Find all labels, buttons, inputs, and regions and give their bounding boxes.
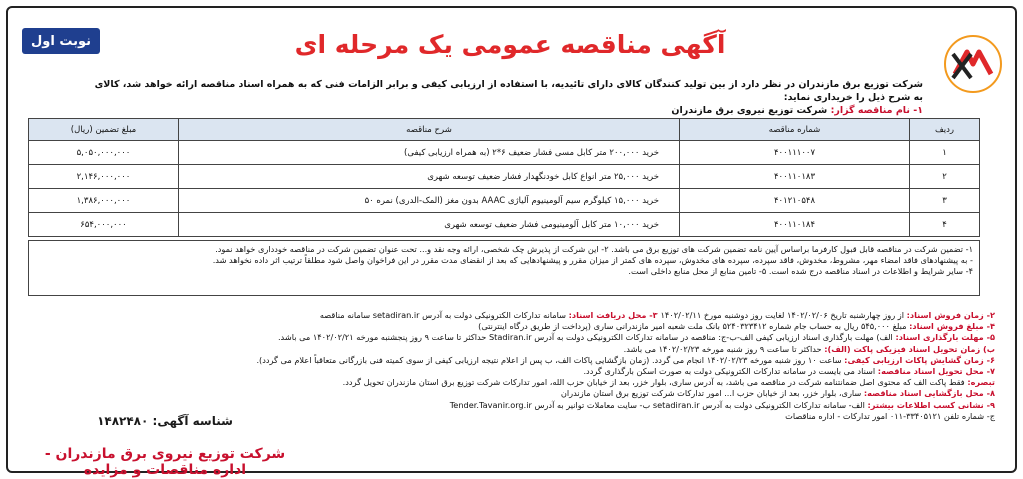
- organizer-label: ۱- نام مناقصه گزار:: [830, 105, 923, 116]
- cell-description: خرید ۲۵,۰۰۰ متر انواع کابل خودنگهدار فشار ضعیف توسعه شهری: [179, 165, 680, 189]
- detail-value: ساری، بلوار خزر، بعد از خیابان حزب ا... امور تدارکات شرکت توزیع برق استان مازندران: [560, 388, 862, 399]
- cell-row-number: ۴: [910, 213, 980, 237]
- detail-line: [165, 377, 995, 388]
- ad-identifier: شناسه آگهی: ۱۴۸۲۴۸۰: [97, 414, 233, 428]
- detail-value: ساعت ۱۰ روز شنبه مورخه ۱۴۰۲/۰۲/۲۳ انجام می گردد. (زمان بازگشایی پاکات الف، ب پس از اعلام نتیجه ارزیابی کیفی از سوی کمیته فنی بازرگانی متعاقباً اعلام می گردد).: [256, 354, 842, 365]
- cell-guarantee-amount: ۲,۱۴۶,۰۰۰,۰۰۰: [29, 165, 179, 189]
- detail-line: [165, 321, 995, 332]
- col-description: شرح مناقصه: [179, 119, 680, 141]
- detail-value: الف) مهلت بارگذاری اسناد ارزیابی کیفی الف-ب-ج: مناقصه در سامانه تدارکات الکترونیکی دولت به آدرس Stadiran.ir حداکثر تا ساعت ۹ روز پنجشنبه مورخه ۱۴۰۲/۰۲/۲۱ می باشد.: [277, 332, 893, 343]
- table-row: [29, 189, 980, 213]
- detail-key: ۹- نشانی کسب اطلاعات بیشتر:: [867, 399, 995, 410]
- detail-key: ۷- محل تحویل اسناد مناقصه:: [877, 366, 995, 377]
- detail-line: [165, 400, 995, 411]
- cell-tender-number: ۴۰۱۲۱۰۵۴۸: [680, 189, 910, 213]
- cell-guarantee-amount: ۱,۳۸۶,۰۰۰,۰۰۰: [29, 189, 179, 213]
- table-header-row: [29, 119, 980, 141]
- cell-tender-number: ۴۰۰۱۱۰۱۸۴: [680, 213, 910, 237]
- cell-row-number: ۲: [910, 165, 980, 189]
- details-list: [165, 310, 995, 422]
- round-badge: نوبت اول: [22, 28, 100, 54]
- detail-line: [165, 332, 995, 343]
- detail-value: الف- سامانه تدارکات الکترونیکی دولت به آدرس setadiran.ir ب- سایت معاملات توانیر به آدرس Tender.Tavanir.org.ir: [449, 399, 865, 410]
- detail-value: فقط پاکت الف که محتوی اصل ضمانتنامه شرکت در مناقصه می باشد، به آدرس ساری، بلوار خزر، بعد از خیابان حزب الله، امور تدارکات شرکت توزیع برق استان مازندران تحویل گردد.: [342, 377, 965, 388]
- detail-value: مبلغ ۵۴۵,۰۰۰ ریال به حساب جام شماره ۵۲۴۰۳۲۳۴۱۲ بانک ملت شعبه امیر مازندرانی ساری (پرداخت از طریق درگاه اینترنتی): [478, 321, 907, 332]
- table-row: [29, 141, 980, 165]
- cell-description: خرید ۱۵,۰۰۰ کیلوگرم سیم آلومینیوم آلیاژی AAAC بدون مغز (المک-الدری) نمره ۵۰: [179, 189, 680, 213]
- detail-value: از روز چهارشنبه تاریخ ۱۴۰۲/۰۲/۰۶ لغایت روز دوشنبه مورخ ۱۴۰۲/۰۲/۱۱: [660, 310, 904, 320]
- detail-key: تبصره:: [967, 377, 995, 388]
- detail-key: ۵- مهلت بارگذاری اسناد:: [895, 332, 995, 343]
- detail-line: [165, 310, 995, 321]
- ad-title: آگهی مناقصه عمومی یک مرحله ای: [294, 30, 726, 59]
- cell-description: خرید ۲۰۰,۰۰۰ متر کابل مسی فشار ضعیف ۶*۲ (به همراه ارزیابی کیفی): [179, 141, 680, 165]
- detail-key: ۳- محل دریافت اسناد:: [568, 310, 661, 320]
- footer-block: [30, 414, 300, 478]
- detail-value: حداکثر تا ساعت ۹ روز شنبه مورخه ۱۴۰۲/۰۲/۲۳ می باشد.: [623, 343, 822, 354]
- detail-value: اسناد می بایست در سامانه تدارکات الکترونیکی دولت به صورت اسکن بارگذاری گردد.: [583, 366, 876, 377]
- cell-guarantee-amount: ۵,۰۵۰,۰۰۰,۰۰۰: [29, 141, 179, 165]
- cell-guarantee-amount: ۶۵۴,۰۰۰,۰۰۰: [29, 213, 179, 237]
- col-row-number: ردیف: [910, 119, 980, 141]
- col-guarantee-amount: مبلغ تضمین (ریال): [29, 119, 179, 141]
- intro-text: [93, 78, 923, 117]
- detail-value: ج- شماره تلفن ۳۳۴۰۵۱۲۱-۰۱۱ امور تدارکات - اداره مناقصات: [785, 410, 995, 421]
- detail-line: [165, 355, 995, 366]
- cell-row-number: ۱: [910, 141, 980, 165]
- notes-box: [28, 240, 980, 296]
- tender-table: [28, 118, 980, 237]
- organizer-name: شرکت توزیع نیروی برق مازندران: [671, 105, 828, 116]
- intro-paragraph: شرکت توزیع برق مازندران در نظر دارد از بین تولید کنندگان کالای دارای تائیدیه، با استفاده از ارزیابی کیفی و برابر الزامات فنی که به همراه اسناد مناقصه ارائه خواهد شد، کالای به شرح ذیل را خریداری نماید:: [94, 79, 923, 103]
- cell-tender-number: ۴۰۰۱۱۱۰۰۷: [680, 141, 910, 165]
- detail-key: ۲- زمان فروش اسناد:: [906, 310, 995, 320]
- detail-value: سامانه تدارکات الکترونیکی دولت به آدرس setadiran.ir سامانه مناقصه: [319, 310, 566, 320]
- note-line: - به پیشنهادهای فاقد امضاء مهر، مشروط، مخدوش، فاقد سپرده، سپرده های مخدوش، سپرده های کمتر از میزان مقرر و پیشنهادهایی که بعد از انقضای مدت مقرر در این فراخوان واصل شود مطلقاً ترتیب اثر داده نخواهد شد.: [212, 255, 973, 265]
- detail-line: [165, 388, 995, 399]
- detail-key: ۴- مبلغ فروش اسناد:: [909, 321, 995, 332]
- note-line: ۴- سایر شرایط و اطلاعات در اسناد مناقصه درج شده است. ۵- تامین منابع از محل منابع داخلی است.: [628, 266, 973, 276]
- detail-key: ۶- زمان گشایش پاکات ارزیابی کیفی:: [844, 354, 995, 365]
- detail-key: ۸- محل بازگشایی اسناد مناقصه:: [863, 388, 995, 399]
- table-row: [29, 165, 980, 189]
- table-row: [29, 213, 980, 237]
- detail-line: [165, 366, 995, 377]
- detail-line: [165, 344, 995, 355]
- cell-description: خرید ۱۰,۰۰۰ متر کابل آلومینیومی فشار ضعیف توسعه شهری: [179, 213, 680, 237]
- note-line: ۱- تضمین شرکت در مناقصه قابل قبول کارفرما براساس آیین نامه تضمین شرکت های توزیع برق می باشد. ۲- این شرکت از پذیرش چک شخصی، ارائه وجه نقد و... تحت عنوان تضمین شرکت در مناقصه خودداری خواهد نمود.: [215, 244, 973, 254]
- cell-tender-number: ۴۰۰۱۱۰۱۸۳: [680, 165, 910, 189]
- company-footer: شرکت توزیع نیروی برق مازندران - اداره مناقصات و مزایده: [44, 446, 286, 478]
- company-logo-icon: [943, 34, 1003, 94]
- detail-key: ب) زمان تحویل اسناد فیزیکی پاکت (الف):: [824, 343, 995, 354]
- col-tender-number: شماره مناقصه: [680, 119, 910, 141]
- cell-row-number: ۳: [910, 189, 980, 213]
